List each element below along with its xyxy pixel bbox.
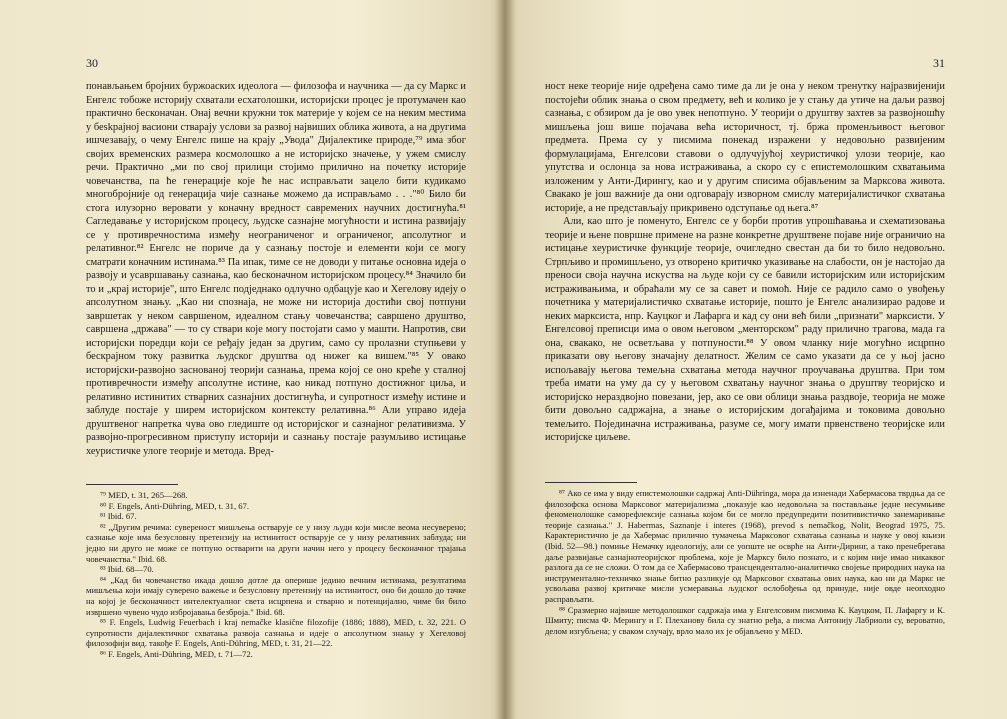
footnote: ⁷⁹ MED, t. 31, 265—268.: [100, 490, 188, 500]
page-number: 31: [933, 56, 945, 70]
footnote: ⁸⁶ F. Engels, Anti-Dühring, MED, t. 71—72.: [100, 648, 253, 659]
footnote-rule: [545, 482, 637, 483]
footnotes: [86, 490, 466, 660]
paragraph: Али, као што је поменуто, Енгелс се у борби против упрошћавања и схематизовања теорије и њене површне примене на разне конкретне друштвене појаве није ограничио на истицање хеуристичке функције теорије, очигледно свестан да би то било недовољно. Стрпљиво и промишљено, уз отворено критичко указивање на слабости, он је настојао да преноси своја научна искуства на људе који су се бавили историјским или историјским истраживањима, и обраћали му се за савет и помоћ. Није се радило само о увођењу почетника у материјалистичко схватање историје, пошто је Енгелс анализирао радове и неких марксиста, нпр. Кауцког и Лафарга и кад су они већ били „признати" марксисти. У Енгелсовој преписци има о овом његовом „менторском" раду прилично трагова, мада га она, свакако, не осветљава у потпуности.⁸⁸ У овом чланку није могућно исцрпно приказати ову његову значајну делатност. Желим се само указати да се у њој јасно испољавају његова темељна схватања метода научног проучавања друштва. При том треба имати на уму да су у његовом схватању научног знања о друштву теоријско и историјско нераздвојно повезани, јер, ако се ови облици знања раздвоје, теорија не може бити довољно садржајна, а знање о историјским догађајима и токовима довољно темељито. Појединачна истраживања, разуме се, могу имати првенствено теоријске или историјске циљеве.: [545, 216, 945, 443]
right-page: [505, 0, 1007, 719]
page-number: 30: [86, 56, 98, 70]
footnote: ⁸⁸ Сразмерно највише методолошког садржаја има у Енгелсовим писмима К. Кауцком, П. Лафаргу и К. Шмиту; писма Ф. Мерингу и Г. Плеханову била су знатно ређа, а писма Антонију Лабриоли су, вероватно, делом изгубљена; у сваком случају, врло мало их је објављено у MED.: [545, 604, 945, 636]
footnote: ⁸⁵ F. Engels, Ludwig Feuerbach i kraj nemačke klasične filozofije (1886; 1888), MED, t. 32, 221. О супротности дијалектичког схватања развоја сазнања и идеје о апсолутном знању у Хегеловој филозофији вид. такође F. Engels, Anti-Dühring, MED, t. 31, 21—22.: [86, 617, 466, 649]
footnote: ⁸⁰ F. Engels, Anti-Dühring, MED, t. 31, 67.: [100, 500, 249, 511]
body-text: [86, 80, 466, 458]
footnote: ⁸¹ Ibid. 67.: [100, 511, 137, 522]
paragraph: ност неке теорије није одређена само тиме да ли је она у неком тренутку најразвијенији постојећи облик знања о свом предмету, већ и колико је у стању да утиче на даљи развој сазнања, с обзиром да је ово увек непотпуно. У теорији о друштву захтев за развојношћу мишљења још више појачава већа историчност, тј. бржа променљивост његовог предмета. Према су у писмима понекад изражени у недовољно развијеним формулацијама, Енгелсови ставови о одлучујућој хеуристичкој улози теорије, као упутства и ослонца за нова истраживања, а скоро су с епистемолошким схватањима изложеним у Анти-Дирингу, као и у другим списима објављеним за Марксова живота. Свакако је још важније да они одговарају изворном смислу материјалистичког схватања историје, а не представљају прикривено одступање од њега.⁸⁷: [545, 81, 945, 214]
footnote: ⁸² „Другим речима: сувереност мишљења остварује се у низу људи који мисле веома несуверено; сазнање које има безусловну претензију на истинитост остварује се у низу релативних заблуда; ни једно ни друго не може се потпуно остварити на други начин него у процесу бесконачног трајања човечанства." Ibid. 68.: [86, 521, 466, 564]
paragraph: понављањем бројних буржоаских идеолога — филозофа и научника — да су Маркс и Енгелс тобоже историју схватали есхатолошки, историјски процес је протумачен као практично бесконачан. Онај вечни кружни ток материје у којем се на неким местима у беskрајној васиони стварају услови за развој највиших облика живота, а на другима ишчезавају, о чему Енгелс пише на крају „Увода" Дијалектике природе,⁷⁹ има због својих временских размера космолошко а не историјско значење, у ужем смислу речи. Практично „ми по свој прилици стојимо прилично на почетку историје човечанства, па ће генерације које ће нас исправљати зацело бити кудикамо многобројније од генерација чије сазнање можемо да исправљамо . . ."⁸⁰ Било би стога илузорно веровати у коначну вредност савремених научних достигнућа.⁸¹ Сагледавање у историјском процесу, људске сазнајне могућности и истина развијају се у противречностима између неограниченог и ограниченог, апсолутног и релативног.⁸² Енгелс не пориче да у сазнању постоје и елементи који се могу сматрати коначним истинама.⁸³ Па ипак, тиме се не доводи у питање основна идеја о развоју и усавршавању сазнања, као бесконачном историјском процесу.⁸⁴ Значило би то и „крај историје", што Енгелс подједнако одлучно одбацује као и Хегелову идеју о апсолутном знању. „Као ни спознаја, не може ни историја достићи свој потпуни завршетак у неком савршеном, идеалном стању човечанства; савршено друштво, савршена „држава" — то су ствари које могу постојати само у машти. Напротив, сви историјски поредци који се ређају један за другим, само су пролазни ступњеви у бескрајном току развитка људског друштва од нижег ка вишем."⁸⁵ У овако историјски-развојно заснованој теорији сазнања, према којој се оно креће у сталној противречности између апсолутне истине, као никад потпуно достижног циља, и релативно истинитих стварних сазнајних достигнућа, и супротност између истине и заблуде постаје у ширем историјском контексту релативна.⁸⁶ Али управо идеја друштвеног напретка чува ово гледиште од историјског и сазнајног релативизма. У развојно-прогресивном приступу историји и сазнању постаје разумљиво истицање хеуристичке улоге теорије и метода. Вред-: [86, 81, 466, 457]
book-gutter: [495, 0, 515, 719]
footnotes: [545, 488, 945, 636]
footnote: ⁸⁷ Ако се има у виду епистемолошки садржај Anti-Dühringa, мора да изненади Хабермасова тврдња да се филозофска основа Марксовог материјализма „показује као недовољна за постављање једне несумњиве феноменолошке саморефлексије сазнања којом би се могло предупредити позитивистичко занемаривање теорије сазнања." J. Habermas, Saznanje i interes (1968), prevod s nemačkog, Nolit, Beograd 1975, 75. Карактеристично је да Хабермас прилично тумачења Марксовог схватања сазнања и науке у овој књизи (Ibid. 52—98.) помиње Немачку идеологију, али се уопште не осврће на Анти-Диринг, а тако пренебрегава даље развијање сазнајнотеоријског проблема, које је Марксу било познато, и с којим није имао никаквог разлога да се не сложи. О том да се Хабермасово трансцендентално-аналитичко својење природних наука на инструментално-техничко знање битно разликује од Марксовог схватања ових наука, као ни да Маркс не усвољава развој критичке мисли усмеравања људског ослобођења од принуде, није овде неопходно расправљати.: [545, 488, 945, 604]
footnote: ⁸⁴ „Кад би човечанство икада дошло дотле да оперише једино вечним истинама, резултатима мишљења који имају суверено важење и безусловну претензију на истинитост, оно би дошло до тачке на којој је бесконачност интелектуалног света исцрпена и стварно и потенцијално, чиме би било извршено чувено чудо избројавања безброја." Ibid. 68.: [86, 574, 466, 617]
body-text: [545, 80, 945, 445]
footnote-rule: [86, 484, 178, 485]
footnote: ⁸³ Ibid. 68—70.: [100, 564, 154, 575]
